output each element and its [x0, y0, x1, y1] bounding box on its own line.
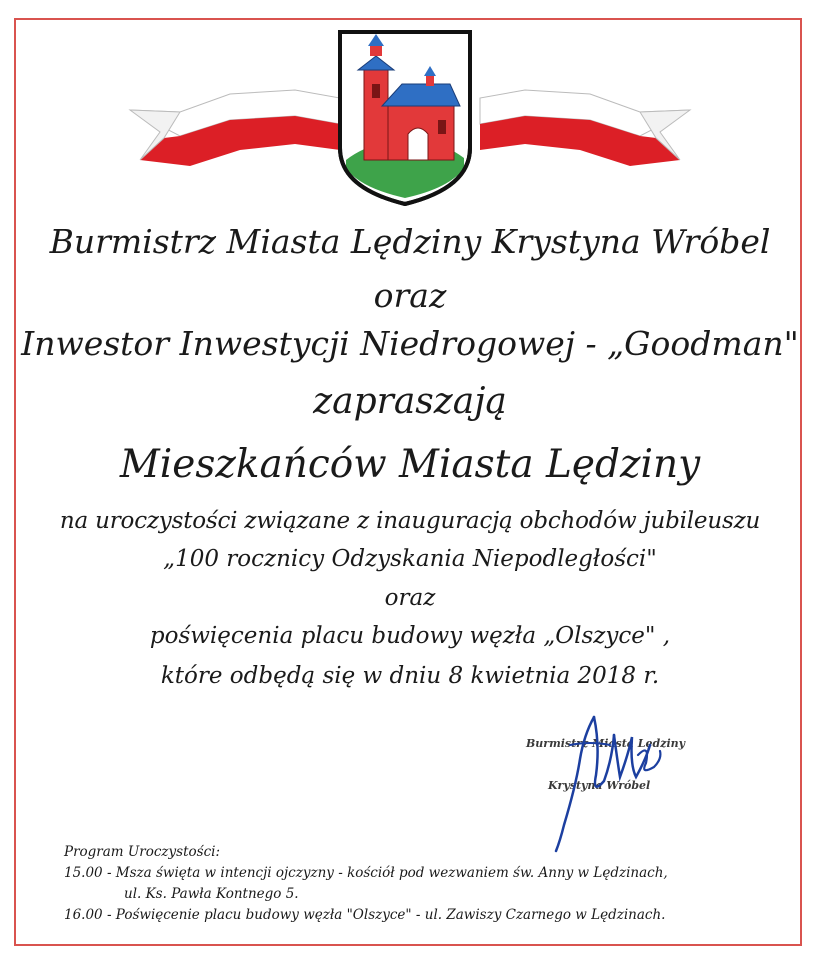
organizer-mayor: Burmistrz Miasta Lędziny Krystyna Wróbel	[49, 222, 771, 261]
consecration-line: poświęcenia placu budowy węzła „Olszyce" ,	[149, 623, 671, 649]
program-section	[64, 842, 784, 926]
flag-ribbon-right	[480, 90, 690, 166]
program-item-mass: 15.00 - Msza święta w intencji ojczyzny - kościół pod wezwaniem św. Anny w Lędzinach,	[64, 865, 668, 881]
coat-of-arms-emblem	[120, 28, 700, 208]
program-item-mass-address: ul. Ks. Pawła Kontnego 5.	[124, 886, 299, 902]
signature-name: Krystyna Wróbel	[548, 779, 651, 792]
conjunction-oraz-2: oraz	[384, 585, 436, 611]
handwritten-signature	[500, 715, 720, 855]
program-item-consecration: 16.00 - Poświęcenie placu budowy węzła "Olszyce" - ul. Zawiszy Czarnego w Lędzinach.	[64, 907, 666, 923]
occasion-line: na uroczystości związane z inauguracją obchodów jubileuszu	[59, 508, 761, 534]
invitees: Mieszkańców Miasta Lędziny	[119, 442, 701, 487]
invite-verb: zapraszają	[313, 381, 507, 422]
shield	[340, 32, 470, 204]
organizer-investor: Inwestor Inwestycji Niedrogowej - „Goodman"	[21, 324, 799, 363]
signature-role: Burmistrz Miasta Lędziny	[526, 737, 686, 750]
event-date-line: które odbędą się w dniu 8 kwietnia 2018 r.	[160, 663, 660, 689]
flag-ribbon-left	[130, 90, 340, 166]
signature-block	[500, 715, 720, 855]
jubilee-title: „100 rocznicy Odzyskania Niepodległości"	[163, 546, 657, 572]
program-heading: Program Uroczystości:	[64, 844, 220, 860]
conjunction-oraz: oraz	[373, 276, 447, 315]
